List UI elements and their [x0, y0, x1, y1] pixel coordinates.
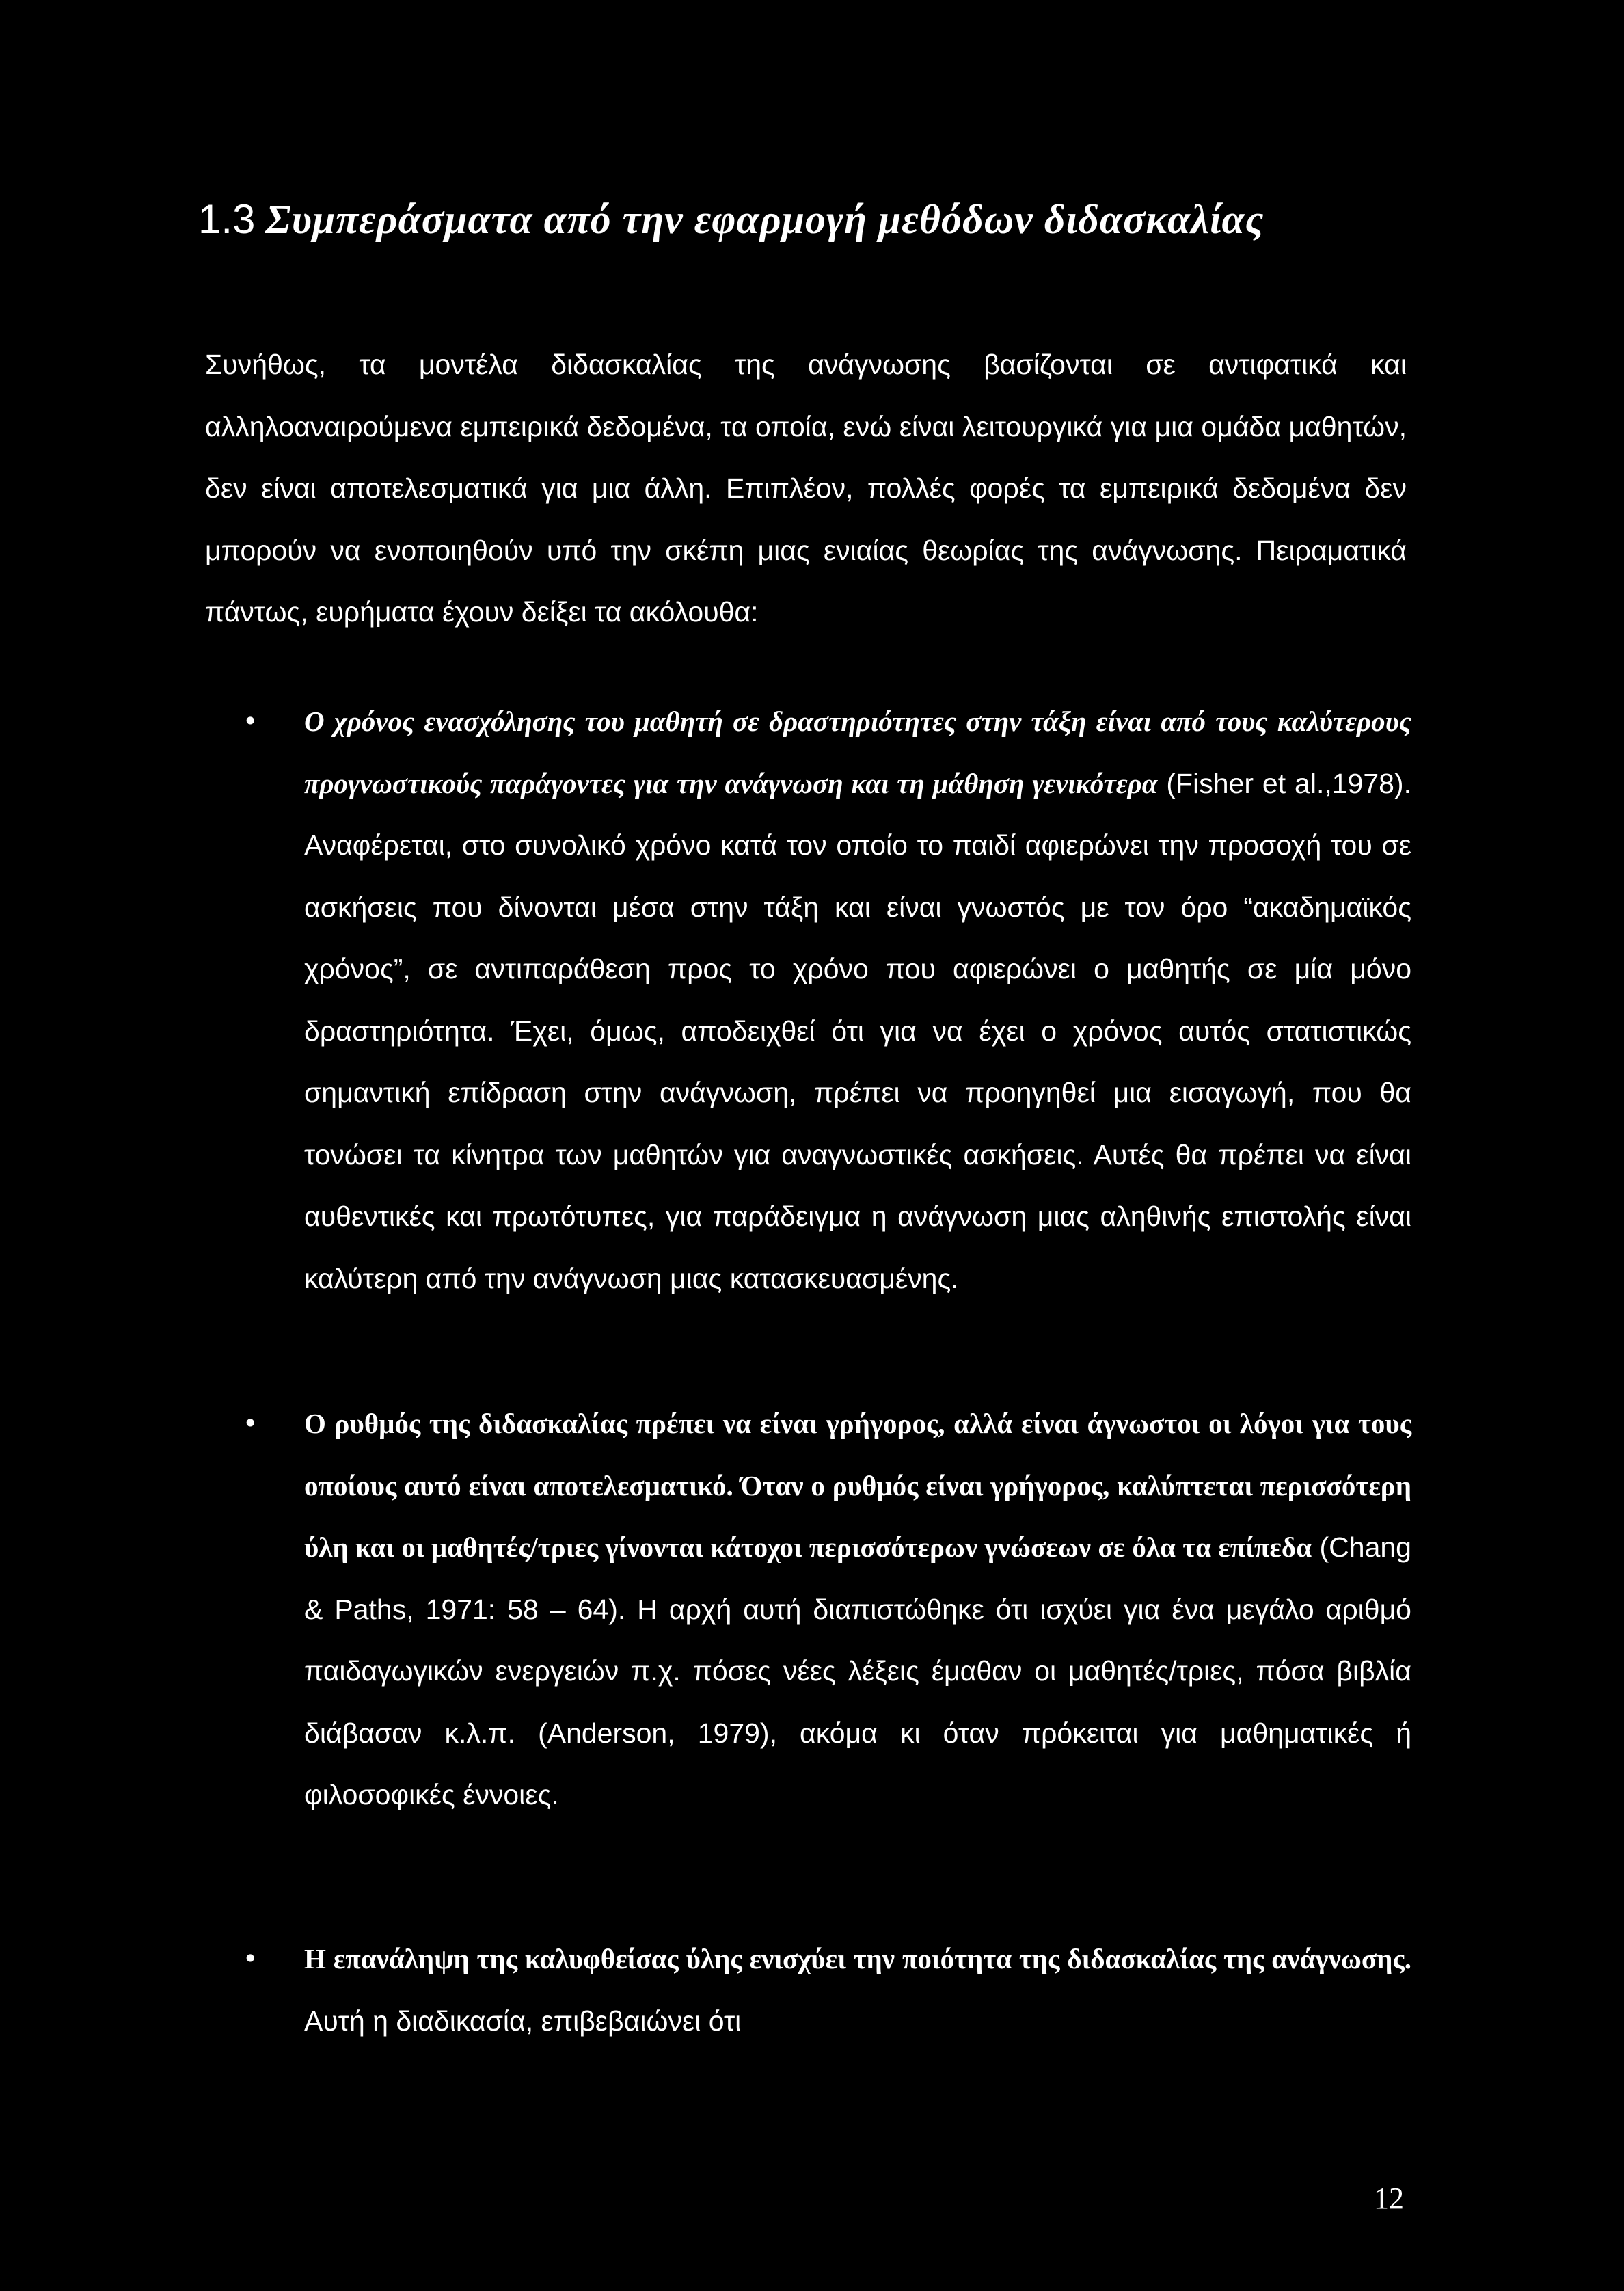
finding-body: (Chang & Paths, 1971: 58 – 64). Η αρχή αυτή διαπιστώθηκε ότι ισχύει για ένα μεγάλο αριθμό παιδαγωγικών ενεργειών π.χ. πόσες νέες λέξεις έμαθαν οι μαθητές/τριες, πόσα βιβλία διάβασαν κ.λ.π. (Anderson, 1979), ακόμα κι όταν πρόκειται για μαθηματικές ή φιλοσοφικές έννοιες.: [304, 1531, 1411, 1810]
intro-paragraph: Συνήθως, τα μοντέλα διδασκαλίας της ανάγνωσης βασίζονται σε αντιφατικά και αλληλοαναιρούμενα εμπειρικά δεδομένα, τα οποία, ενώ είναι λειτουργικά για μια ομάδα μαθητών, δεν είναι αποτελεσματικά για μια άλλη. Επιπλέον, πολλές φορές τα εμπειρικά δεδομένα δεν μπορούν να ενοποιηθούν υπό την σκέπη μιας ενιαίας θεωρίας της ανάγνωσης. Πειραματικά πάντως, ευρήματα έχουν δείξει τα ακόλουθα:: [205, 349, 1407, 628]
finding-lead: Ο ρυθμός της διδασκαλίας πρέπει να είναι γρήγορος, αλλά είναι άγνωστοι οι λόγοι για τους οποίους αυτό είναι αποτελεσματικό. Όταν ο ρυθμός είναι γρήγορος, καλύπτεται περισσότερη ύλη και οι μαθητές/τριες γίνονται κάτοχοι περισσότερων γνώσεων σε όλα τα επίπεδα: [304, 1408, 1411, 1563]
finding-item: [243, 1928, 1411, 2052]
finding-item: [243, 1393, 1411, 1826]
finding-item: [243, 691, 1411, 1309]
finding-body: (Fisher et al.,1978). Αναφέρεται, στο συνολικό χρόνο κατά τον οποίο το παιδί αφιερώνει την προσοχή του σε ασκήσεις που δίνονται μέσα στην τάξη και είναι γνωστός με τον όρο “ακαδημαϊκός χρόνος”, σε αντιπαράθεση προς το χρόνο που αφιερώνει ο μαθητής σε μία μόνο δραστηριότητα. Έχει, όμως, αποδειχθεί ότι για να έχει ο χρόνος αυτός στατιστικώς σημαντική επίδραση στην ανάγνωση, πρέπει να προηγηθεί μια εισαγωγή, που θα τονώσει τα κίνητρα των μαθητών για αναγνωστικές ασκήσεις. Αυτές θα πρέπει να είναι αυθεντικές και πρωτότυπες, για παράδειγμα η ανάγνωση μιας αληθινής επιστολής είναι καλύτερη από την ανάγνωση μιας κατασκευασμένης.: [304, 767, 1411, 1294]
bullet-icon: •: [243, 706, 258, 736]
finding-lead: Ο χρόνος ενασχόλησης του μαθητή σε δραστηριότητες στην τάξη είναι από τους καλύτερους προγνωστικούς παράγοντες για την ανάγνωση και τη μάθηση γενικότερα: [304, 706, 1411, 799]
finding-lead: Η επανάληψη της καλυφθείσας ύλης ενισχύει την ποιότητα της διδασκαλίας της ανάγνωσης.: [304, 1943, 1411, 1974]
bullet-icon: •: [243, 1944, 258, 1974]
section-title: Συμπεράσματα από την εφαρμογή μεθόδων διδασκαλίας: [265, 197, 1264, 242]
bullet-icon: •: [243, 1408, 258, 1438]
finding-body: Αυτή η διαδικασία, επιβεβαιώνει ότι: [304, 2005, 742, 2037]
section-number: 1.3: [198, 196, 256, 242]
page-number: 12: [1374, 2182, 1404, 2215]
section-heading: [198, 189, 1497, 250]
